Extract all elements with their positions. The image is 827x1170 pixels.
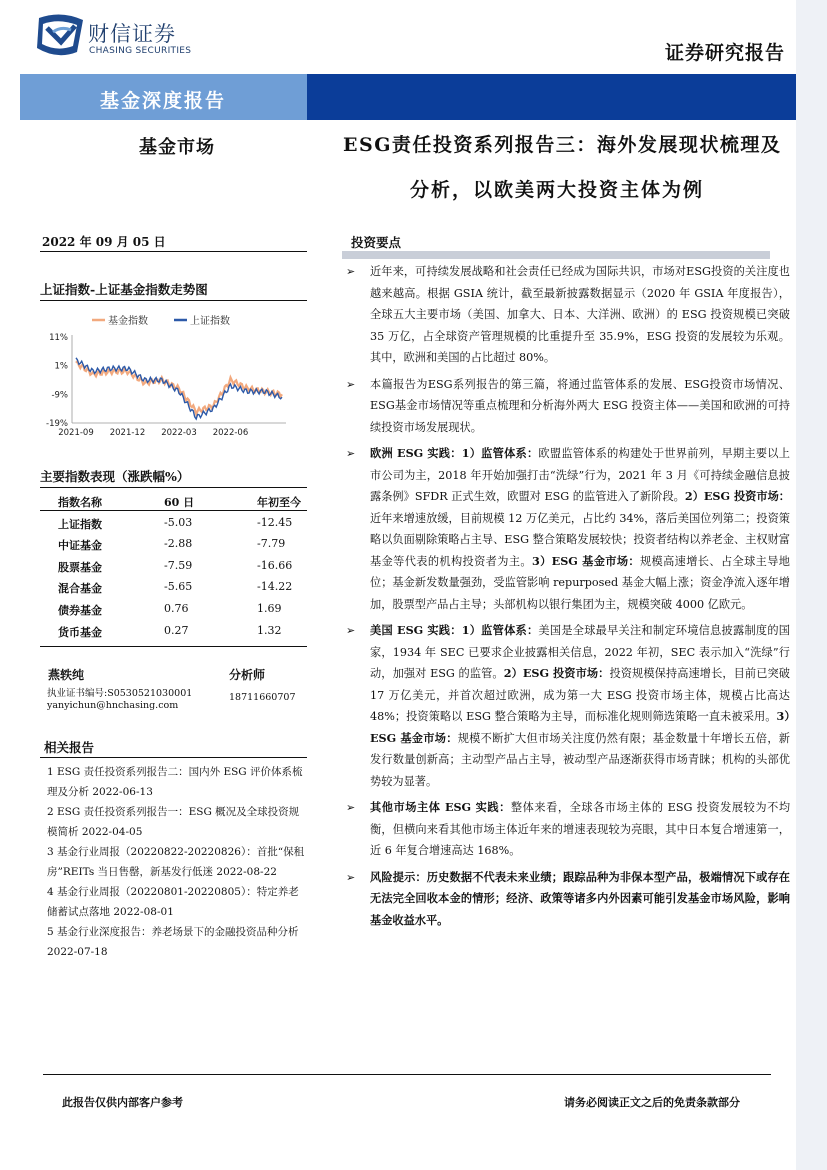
table-cell: -16.66 [257, 558, 293, 572]
table-row [52, 599, 312, 621]
key-point-text: 近年来，可持续发展战略和社会责任已经成为国际共识，市场对ESG投资的关注度也越来越高。根据 GSIA 统计，截至最新披露数据显示（2020 年 GSIA 年度报告），全球五大主要市场（美国、加拿大、日本、大洋洲、欧洲）的 ESG 投资规模已突破 35 万亿，占全球资产管理规模的比重提升至 35.9%，ESG 投资的发展较为乐观。其中，欧洲和美国的占比超过 80%。 [370, 265, 790, 364]
key-point-text: 风险提示：历史数据不代表未来业绩；跟踪品种为非保本型产品，极端情况下或存在无法完全回收本金的情形；经济、政策等诸多内外因素可能引发基金市场风险，影响基金收益水平。 [370, 869, 790, 927]
key-point-text: 2）ESG 投资市场： [503, 666, 610, 680]
logo-text-cn: 财信证券 [88, 22, 176, 46]
table-header-cell: 60 日 [164, 496, 195, 509]
footer-disclaimer: 请务必阅读正文之后的免责条款部分 [564, 1096, 740, 1109]
key-point-item [344, 797, 790, 862]
analyst-email[interactable]: yanyichun@hnchasing.com [47, 700, 179, 711]
table-header-cell: 年初至今 [257, 496, 301, 509]
related-reports-list [47, 762, 307, 962]
divider [40, 487, 307, 488]
key-point-text: 其他市场主体 ESG 实践： [370, 800, 511, 814]
table-row [52, 577, 312, 599]
key-points-title: 投资要点 [351, 235, 402, 250]
divider [40, 300, 307, 301]
report-type: 证券研究报告 [664, 42, 785, 64]
arrow-bullet-icon: ➢ [346, 801, 356, 814]
table-cell: 股票基金 [58, 560, 102, 574]
report-category-label: 基金深度报告 [100, 90, 227, 112]
key-point-text: 2）ESG 投资市场： [684, 489, 790, 503]
related-report-item[interactable]: 5 基金行业深度报告：养老场景下的金融投资品种分析 2022-07-18 [47, 926, 299, 958]
right-margin-strip [796, 0, 827, 1170]
key-point-text: 投资规模保持高速增长，目前已突破 17 万亿美元，并首次超过欧洲，成为第一大 ESG 投资市场主体，规模占比高达 48%；投资策略以 ESG 整合策略为主导，而标准化规则筛选策略一直未被采用。 [370, 667, 790, 723]
chart-y-tick-label: 11% [49, 333, 68, 343]
key-point-item [344, 374, 790, 439]
divider [40, 646, 307, 647]
related-report-item[interactable]: 3 基金行业周报（20220822-20220826）：首批“保租房”REITs 当日售罄，新基发行低迷 2022-08-22 [47, 846, 305, 878]
report-date: 2022 年 09 月 05 日 [42, 235, 166, 249]
key-point-item [344, 261, 790, 369]
chart-x-tick-label: 2021-09 [58, 428, 94, 438]
logo-emblem-icon [33, 12, 89, 58]
chart-x-tick-label: 2022-06 [212, 428, 249, 438]
table-header-cell: 指数名称 [58, 496, 102, 509]
divider [40, 251, 307, 252]
key-point-text: 近年来增速放缓，目前规模 12 万亿美元，占比约 34%，落后美国位列第二；投资策略以负面剔除策略占主导、ESG 整合策略发展较快；投资者结构以养老金、主权财富基金等代表的机构投资者为主。 [370, 511, 790, 568]
analyst-cert: 执业证书编号:S0530521030001 [47, 688, 193, 699]
table-heading: 主要指数表现（涨跌幅%） [40, 469, 190, 484]
table-cell: 1.32 [257, 623, 282, 637]
table-cell: -7.59 [164, 558, 193, 572]
related-report-item[interactable]: 2 ESG 责任投资系列报告一：ESG 概况及全球投资规模简析 2022-04-05 [47, 806, 300, 838]
table-row [52, 513, 312, 535]
table-cell: 0.76 [164, 601, 189, 615]
key-point-text: 整体来看，全球各市场主体的 ESG 投资发展较为不均衡，但横向来看其他市场主体近年来的增速表现较为亮眼，其中日本复合增速第一，近 6 年复合增速高达 168%。 [370, 801, 791, 857]
table-cell: 1.69 [257, 601, 282, 615]
analyst-name: 燕轶纯 [48, 668, 85, 682]
key-point-item [344, 620, 790, 792]
table-cell: -5.03 [164, 515, 193, 529]
table-cell: 货币基金 [58, 625, 102, 639]
table-row [52, 556, 312, 578]
key-point-text: 欧盟监管体系的构建处于世界前列，早期主要以上市公司为主，2018 年开始加强打击“洗绿”行为，2021 年 3 月《可持续金融信息披露条例》SFDR 正式生效，欧盟对 ESG 的监管进入了新阶段。 [370, 447, 790, 503]
chart-x-tick-label: 2021-12 [109, 428, 146, 438]
table-cell: -7.79 [257, 537, 286, 551]
key-point-text: 欧洲 ESG 实践：1）监管体系： [370, 446, 539, 460]
section-name: 基金市场 [139, 137, 215, 158]
footer-notice: 此报告仅供内部客户参考 [62, 1096, 183, 1109]
footer-divider [43, 1074, 771, 1075]
divider [40, 757, 307, 758]
table-row [52, 621, 312, 643]
key-point-text: 本篇报告为ESG系列报告的第三篇，将通过监管体系的发展、ESG投资市场情况、ESG基金市场情况等重点梳理和分析海外两大 ESG 投资主体——美国和欧洲的可持续投资市场发展现状。 [370, 377, 790, 434]
arrow-bullet-icon: ➢ [346, 377, 356, 391]
key-point-text: 美国 ESG 实践：1）监管体系： [370, 623, 539, 637]
key-point-text: 规模高速增长、占全球主导地位；基金新发数量强劲，受监管影响 repurposed 基金大幅上涨；资金净流入逐年增加，股票型产品占主导；头部机构以银行集团为主，规模突破 4000 亿欧元。 [370, 554, 790, 611]
arrow-bullet-icon: ➢ [346, 870, 356, 884]
key-point-text: 3）ESG 基金市场： [370, 709, 791, 745]
arrow-bullet-icon: ➢ [346, 265, 356, 278]
report-title-line2: 分析，以欧美两大投资主体为例 [410, 179, 705, 201]
arrow-bullet-icon: ➢ [346, 624, 356, 637]
chart-y-tick-label: 1% [54, 361, 68, 372]
index-performance-table [52, 491, 312, 642]
arrow-bullet-icon: ➢ [346, 447, 356, 460]
index-trend-chart [30, 305, 300, 445]
chart-heading: 上证指数-上证基金指数走势图 [40, 282, 208, 297]
key-point-text: 规模不断扩大但市场关注度仍然有限；基金数量十年增长五倍，新发行数量创新高；主动型产品占主导，被动型产品逐渐获得市场青睐；机构的头部优势较为显著。 [370, 731, 790, 788]
related-report-item[interactable]: 4 基金行业周报（20220801-20220805）：特定养老储蓄试点落地 2022-08-01 [47, 886, 299, 918]
key-point-text: 3）ESG 基金市场： [531, 553, 640, 568]
key-point-item [344, 867, 790, 932]
table-cell: -2.88 [164, 537, 193, 551]
table-header-divider [40, 510, 307, 511]
table-row [52, 534, 312, 556]
table-cell: 0.27 [164, 623, 189, 637]
table-cell: -14.22 [257, 580, 293, 594]
chart-legend-label: 上证指数 [190, 316, 230, 327]
chart-x-tick-label: 2022-03 [161, 428, 197, 438]
related-report-item[interactable]: 1 ESG 责任投资系列报告二：国内外 ESG 评价体系梳理及分析 2022-06-13 [47, 766, 303, 798]
report-title-line1: ESG责任投资系列报告三：海外发展现状梳理及 [343, 134, 782, 156]
table-cell: -12.45 [257, 515, 293, 529]
analyst-role: 分析师 [229, 668, 266, 682]
table-cell: 中证基金 [58, 539, 102, 553]
table-cell: 上证指数 [58, 517, 102, 531]
logo-text-en: CHASING SECURITIES [89, 46, 192, 56]
analyst-phone: 18711660707 [229, 692, 296, 703]
table-cell: 混合基金 [58, 582, 102, 596]
key-point-text: 美国是全球最早关注和制定环境信息披露制度的国家，1934 年 SEC 已要求企业披露相关信息，2022 年初，SEC 表示加入“洗绿”行动，加强对 ESG 的监管。 [370, 624, 790, 680]
key-point-item [344, 443, 790, 615]
table-cell: 债券基金 [58, 603, 102, 617]
chart-y-tick-label: -19% [46, 419, 68, 429]
key-points-list [344, 256, 790, 931]
table-cell: -5.65 [164, 580, 193, 594]
chart-y-tick-label: -9% [51, 390, 68, 401]
related-reports-heading: 相关报告 [44, 740, 95, 755]
chart-legend-label: 基金指数 [108, 316, 148, 327]
header-band-dark [307, 74, 796, 120]
